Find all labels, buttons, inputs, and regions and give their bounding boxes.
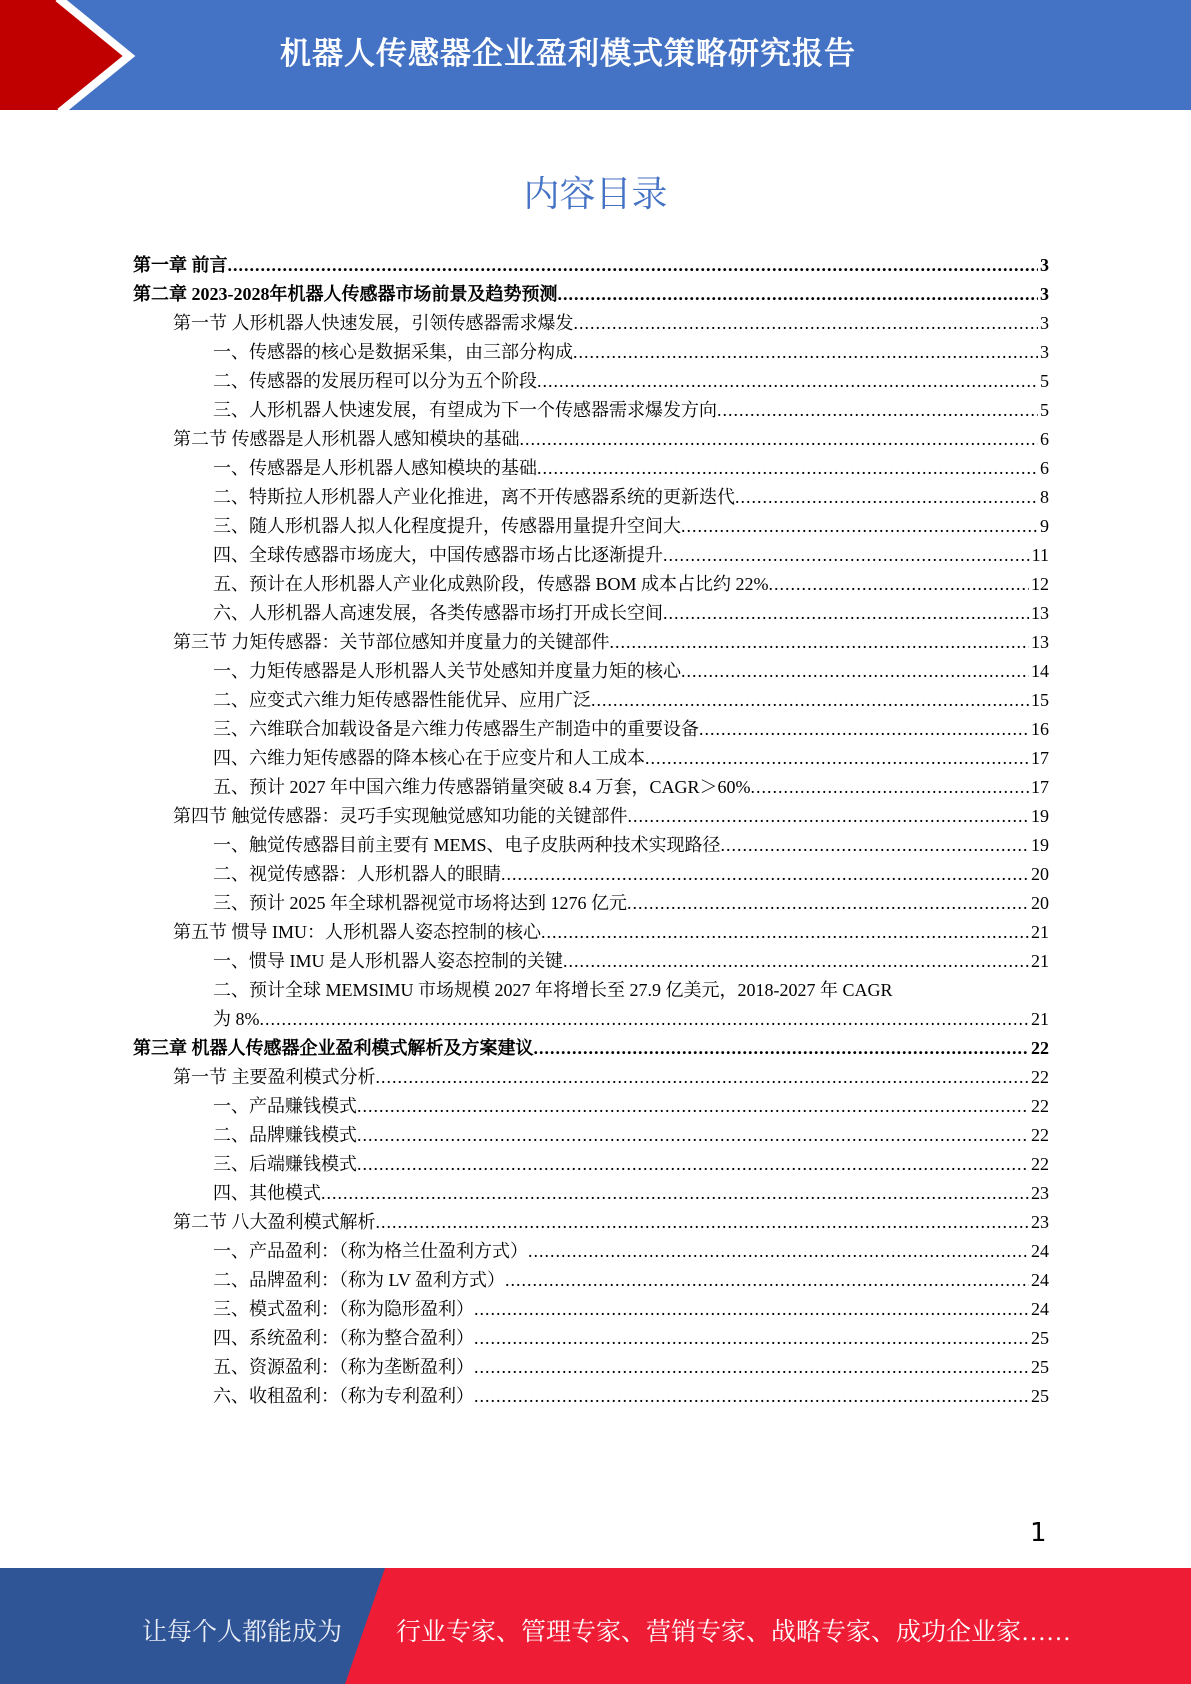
toc-leader-dots [357,1121,1029,1150]
toc-leader-dots [474,1295,1029,1324]
toc-entry-title: 五、预计在人形机器人产业化成熟阶段，传感器 BOM 成本占比约 22% [213,574,769,594]
toc-leader-dots [627,889,1029,918]
toc-entry[interactable] [133,1121,1049,1150]
footer-slogan-right: 行业专家、管理专家、营销专家、战略专家、成功企业家…… [396,1619,1072,1646]
toc-leader-dots [474,1382,1029,1411]
toc-entry-title: 三、六维联合加载设备是六维力传感器生产制造中的重要设备 [213,719,699,739]
toc-entry[interactable] [133,425,1049,454]
toc-entry-page: 3 [1040,313,1049,333]
toc-entry-page: 5 [1040,400,1049,420]
toc-entry-page: 19 [1031,835,1049,855]
toc-entry-title: 一、惯导 IMU 是人形机器人姿态控制的关键 [213,951,563,971]
toc-entry-page: 13 [1031,632,1049,652]
toc-entry[interactable] [133,1034,1049,1063]
toc-entry[interactable] [133,976,1049,1005]
table-of-contents [133,251,1049,1411]
toc-entry-title: 二、品牌盈利：（称为 LV 盈利方式） [213,1270,506,1290]
toc-entry-title: 第四节 触觉传感器：灵巧手实现触觉感知功能的关键部件 [173,806,628,826]
toc-entry-title: 三、后端赚钱模式 [213,1154,357,1174]
toc-leader-dots [573,338,1038,367]
toc-entry-page: 19 [1031,806,1049,826]
toc-entry-title: 第二节 八大盈利模式解析 [173,1212,376,1232]
toc-entry[interactable] [133,512,1049,541]
toc-entry-page: 23 [1031,1183,1049,1203]
header-banner [0,0,1191,110]
toc-entry-title: 四、六维力矩传感器的降本核心在于应变片和人工成本 [213,748,645,768]
toc-entry[interactable] [133,483,1049,512]
toc-entry-page: 9 [1040,516,1049,536]
toc-entry-page: 3 [1040,255,1049,275]
toc-entry-title: 第三章 机器人传感器企业盈利模式解析及方案建议 [133,1038,534,1058]
toc-leader-dots [721,831,1029,860]
toc-entry[interactable] [133,744,1049,773]
toc-entry-title: 六、人形机器人高速发展，各类传感器市场打开成长空间 [213,603,663,623]
toc-entry-title: 三、预计 2025 年全球机器视觉市场将达到 1276 亿元 [213,893,627,913]
toc-entry-page: 20 [1031,893,1049,913]
toc-entry-title: 二、传感器的发展历程可以分为五个阶段 [213,371,537,391]
toc-entry[interactable] [133,889,1049,918]
toc-leader-dots [769,570,1029,599]
toc-leader-dots [541,918,1029,947]
toc-entry-page: 22 [1031,1038,1049,1058]
toc-entry-page: 23 [1031,1212,1049,1232]
toc-leader-dots [717,396,1038,425]
toc-entry-title: 第三节 力矩传感器：关节部位感知并度量力的关键部件 [173,632,610,652]
toc-entry-page: 22 [1031,1125,1049,1145]
toc-entry[interactable] [133,1266,1049,1295]
toc-entry-title: 第一章 前言 [133,255,228,275]
toc-leader-dots [228,251,1039,280]
toc-entry-page: 16 [1031,719,1049,739]
toc-entry-title: 一、传感器是人形机器人感知模块的基础 [213,458,537,478]
toc-entry-title: 五、资源盈利：（称为垄断盈利） [213,1357,474,1377]
toc-entry[interactable] [133,860,1049,889]
toc-entry-page: 20 [1031,864,1049,884]
toc-entry-page: 3 [1040,342,1049,362]
toc-entry-title: 二、特斯拉人形机器人产业化推进，离不开传感器系统的更新迭代 [213,487,735,507]
toc-leader-dots [537,454,1038,483]
toc-entry-title: 三、随人形机器人拟人化程度提升，传感器用量提升空间大 [213,516,681,536]
toc-entry-title: 第一节 主要盈利模式分析 [173,1067,376,1087]
toc-entry-title: 四、其他模式 [213,1183,321,1203]
toc-entry[interactable] [133,1353,1049,1382]
red-arrow-decoration [0,0,160,110]
toc-entry-page: 5 [1040,371,1049,391]
toc-entry[interactable] [133,396,1049,425]
toc-entry[interactable] [133,1179,1049,1208]
toc-leader-dots [357,1150,1029,1179]
toc-leader-dots [558,280,1039,309]
toc-entry[interactable] [133,338,1049,367]
toc-entry[interactable] [133,280,1049,309]
toc-entry[interactable] [133,657,1049,686]
toc-entry-page: 22 [1031,1154,1049,1174]
toc-leader-dots [528,1237,1029,1266]
toc-entry[interactable] [133,831,1049,860]
toc-entry-title: 四、全球传感器市场庞大，中国传感器市场占比逐渐提升 [213,545,663,565]
toc-entry-page: 21 [1031,1009,1049,1029]
toc-entry-title: 为 8% [213,1009,260,1029]
toc-entry-page: 17 [1031,777,1049,797]
toc-entry-page: 22 [1031,1067,1049,1087]
toc-leader-dots [663,541,1030,570]
toc-leader-dots [574,309,1039,338]
toc-leader-dots [357,1092,1029,1121]
toc-entry[interactable] [133,802,1049,831]
toc-entry-page: 21 [1031,922,1049,942]
toc-entry-page: 21 [1031,951,1049,971]
toc-leader-dots [537,367,1038,396]
toc-entry-page: 6 [1040,458,1049,478]
toc-entry-title: 二、品牌赚钱模式 [213,1125,357,1145]
toc-entry[interactable] [133,715,1049,744]
toc-entry-title: 二、应变式六维力矩传感器性能优异、应用广泛 [213,690,591,710]
toc-leader-dots [501,860,1029,889]
toc-leader-dots [376,1063,1030,1092]
toc-entry-page: 17 [1031,748,1049,768]
toc-entry-page: 15 [1031,690,1049,710]
toc-entry-page: 24 [1031,1270,1049,1290]
toc-leader-dots [663,599,1029,628]
toc-entry-title: 一、触觉传感器目前主要有 MEMS、电子皮肤两种技术实现路径 [213,835,721,855]
toc-entry-title: 第二章 2023-2028年机器人传感器市场前景及趋势预测 [133,284,558,304]
toc-entry[interactable] [133,686,1049,715]
footer-slogan-left: 让每个人都能成为 [142,1619,343,1646]
toc-entry-title: 五、预计 2027 年中国六维力传感器销量突破 8.4 万套，CAGR＞60% [213,777,751,797]
toc-entry[interactable] [133,251,1049,280]
toc-entry-page: 3 [1040,284,1049,304]
toc-entry-page: 6 [1040,429,1049,449]
toc-leader-dots [681,657,1029,686]
toc-entry[interactable] [133,1005,1049,1034]
toc-leader-dots [645,744,1029,773]
toc-entry-page: 24 [1031,1241,1049,1261]
toc-leader-dots [376,1208,1030,1237]
toc-entry-title: 三、模式盈利：（称为隐形盈利） [213,1299,474,1319]
toc-entry-page: 13 [1031,603,1049,623]
toc-leader-dots [681,512,1038,541]
toc-entry-title: 一、产品赚钱模式 [213,1096,357,1116]
toc-leader-dots [735,483,1038,512]
toc-entry-title: 一、力矩传感器是人形机器人关节处感知并度量力矩的核心 [213,661,681,681]
toc-leader-dots [591,686,1029,715]
toc-entry-title: 二、预计全球 MEMSIMU 市场规模 2027 年将增长至 27.9 亿美元，2018-2027 年 CAGR [213,980,893,1000]
toc-entry-title: 三、人形机器人快速发展，有望成为下一个传感器需求爆发方向 [213,400,717,420]
toc-leader-dots [563,947,1029,976]
toc-entry[interactable] [133,367,1049,396]
toc-entry-title: 二、视觉传感器：人形机器人的眼睛 [213,864,501,884]
toc-entry[interactable] [133,773,1049,802]
toc-leader-dots [260,1005,1030,1034]
toc-entry-page: 11 [1031,545,1049,565]
toc-entry-title: 第五节 惯导 IMU：人形机器人姿态控制的核心 [173,922,541,942]
toc-entry[interactable] [133,947,1049,976]
report-title: 机器人传感器企业盈利模式策略研究报告 [280,36,856,72]
toc-entry-page: 12 [1031,574,1049,594]
toc-leader-dots [534,1034,1030,1063]
toc-entry-page: 22 [1031,1096,1049,1116]
toc-entry-title: 一、传感器的核心是数据采集，由三部分构成 [213,342,573,362]
toc-entry-page: 14 [1031,661,1049,681]
toc-entry-title: 六、收租盈利：（称为专利盈利） [213,1386,474,1406]
toc-entry[interactable] [133,1295,1049,1324]
toc-heading: 内容目录 [523,174,668,215]
toc-entry[interactable] [133,570,1049,599]
toc-entry-page: 8 [1040,487,1049,507]
toc-entry[interactable] [133,1208,1049,1237]
toc-entry[interactable] [133,599,1049,628]
toc-entry-page: 25 [1031,1328,1049,1348]
toc-leader-dots [751,773,1029,802]
toc-leader-dots [628,802,1030,831]
toc-leader-dots [699,715,1029,744]
toc-entry[interactable] [133,1150,1049,1179]
toc-leader-dots [474,1324,1029,1353]
toc-entry-title: 第一节 人形机器人快速发展，引领传感器需求爆发 [173,313,574,333]
toc-entry[interactable] [133,309,1049,338]
toc-leader-dots [505,1266,1029,1295]
toc-leader-dots [610,628,1030,657]
page-number: 1 [1030,1518,1047,1548]
toc-entry[interactable] [133,1237,1049,1266]
toc-entry[interactable] [133,541,1049,570]
toc-entry[interactable] [133,1324,1049,1353]
toc-entry-page: 24 [1031,1299,1049,1319]
toc-entry-title: 第二节 传感器是人形机器人感知模块的基础 [173,429,520,449]
toc-entry[interactable] [133,628,1049,657]
toc-leader-dots [520,425,1039,454]
toc-entry-page: 25 [1031,1357,1049,1377]
toc-entry-page: 25 [1031,1386,1049,1406]
toc-entry[interactable] [133,1092,1049,1121]
toc-leader-dots [321,1179,1029,1208]
toc-leader-dots [474,1353,1029,1382]
toc-entry-title: 一、产品盈利：（称为格兰仕盈利方式） [213,1241,528,1261]
toc-entry[interactable] [133,1382,1049,1411]
toc-entry-title: 四、系统盈利：（称为整合盈利） [213,1328,474,1348]
toc-entry[interactable] [133,918,1049,947]
toc-entry[interactable] [133,1063,1049,1092]
toc-entry[interactable] [133,454,1049,483]
